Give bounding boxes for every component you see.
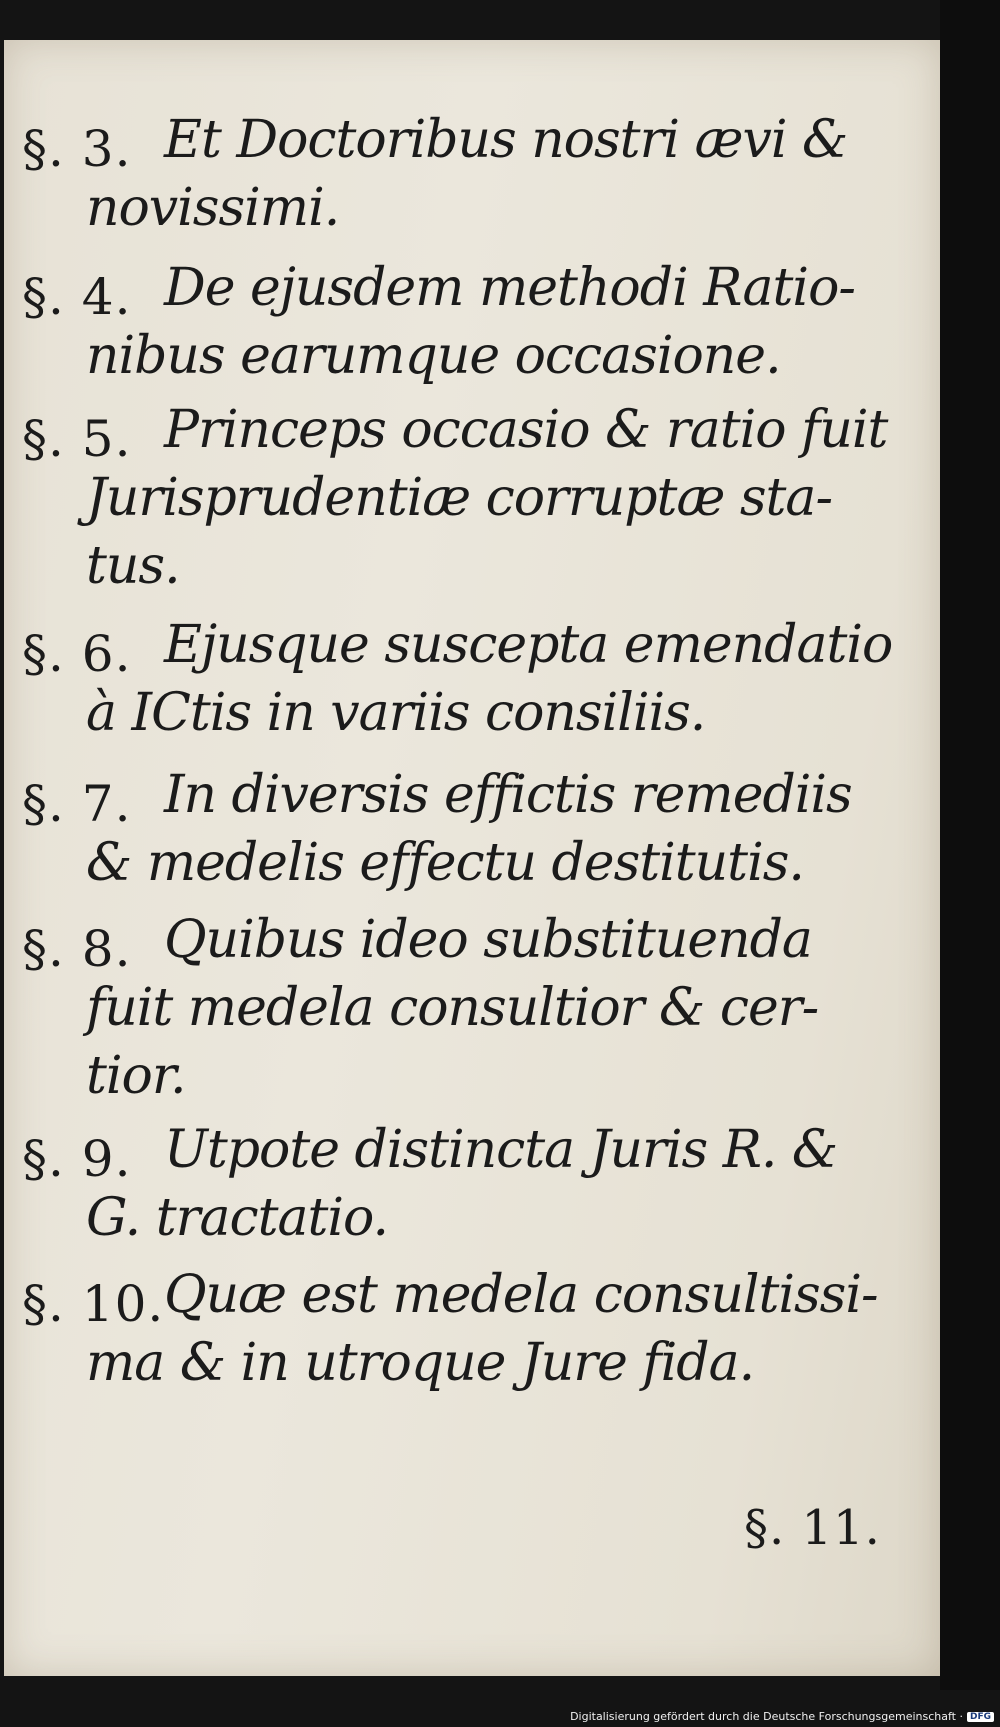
catchword: §. 11.: [744, 1500, 881, 1556]
paragraph-number: §. 10.: [22, 1275, 165, 1333]
entry-line: nibus earumque occasione.: [86, 326, 781, 386]
entry-line: Quibus ideo substituenda: [164, 910, 812, 970]
scan-background-strip: [940, 0, 1000, 1690]
entry-line: De ejusdem methodi Ratio-: [164, 258, 855, 318]
paragraph-number: §. 5.: [22, 410, 132, 468]
paragraph-number: §. 4.: [22, 268, 132, 326]
credit-text: Digitalisierung gefördert durch die Deutsche Forschungsgemeinschaft ·: [570, 1710, 963, 1723]
entry-line: G. tractatio.: [86, 1188, 388, 1248]
entry-line: & medelis effectu destitutis.: [86, 833, 804, 893]
entry-line: à ICtis in variis consiliis.: [86, 683, 706, 743]
entry-line: In diversis effictis remediis: [164, 765, 852, 825]
entry-line: Et Doctoribus nostri ævi &: [164, 110, 848, 170]
entry-line: Quæ est medela consultissi-: [164, 1265, 878, 1325]
paragraph-number: §. 8.: [22, 920, 132, 978]
paragraph-number: §. 7.: [22, 775, 132, 833]
entry-line: Jurisprudentiæ corruptæ sta-: [86, 468, 833, 528]
entry-line: Ejusque suscepta emendatio: [164, 615, 893, 675]
dfg-logo: DFG: [967, 1712, 994, 1722]
paragraph-number: §. 3.: [22, 120, 132, 178]
paragraph-number: §. 6.: [22, 625, 132, 683]
book-page: [4, 40, 940, 1676]
entry-line: tus.: [86, 536, 180, 596]
entry-line: Utpote distincta Juris R. &: [164, 1120, 838, 1180]
entry-line: tior.: [86, 1046, 186, 1106]
entry-line: Princeps occasio & ratio fuit: [164, 400, 888, 460]
entry-line: novissimi.: [86, 178, 340, 238]
digitization-credit: [570, 1710, 994, 1723]
entry-line: fuit medela consultior & cer-: [86, 978, 819, 1038]
entry-line: ma & in utroque Jure fida.: [86, 1333, 755, 1393]
paragraph-number: §. 9.: [22, 1130, 132, 1188]
